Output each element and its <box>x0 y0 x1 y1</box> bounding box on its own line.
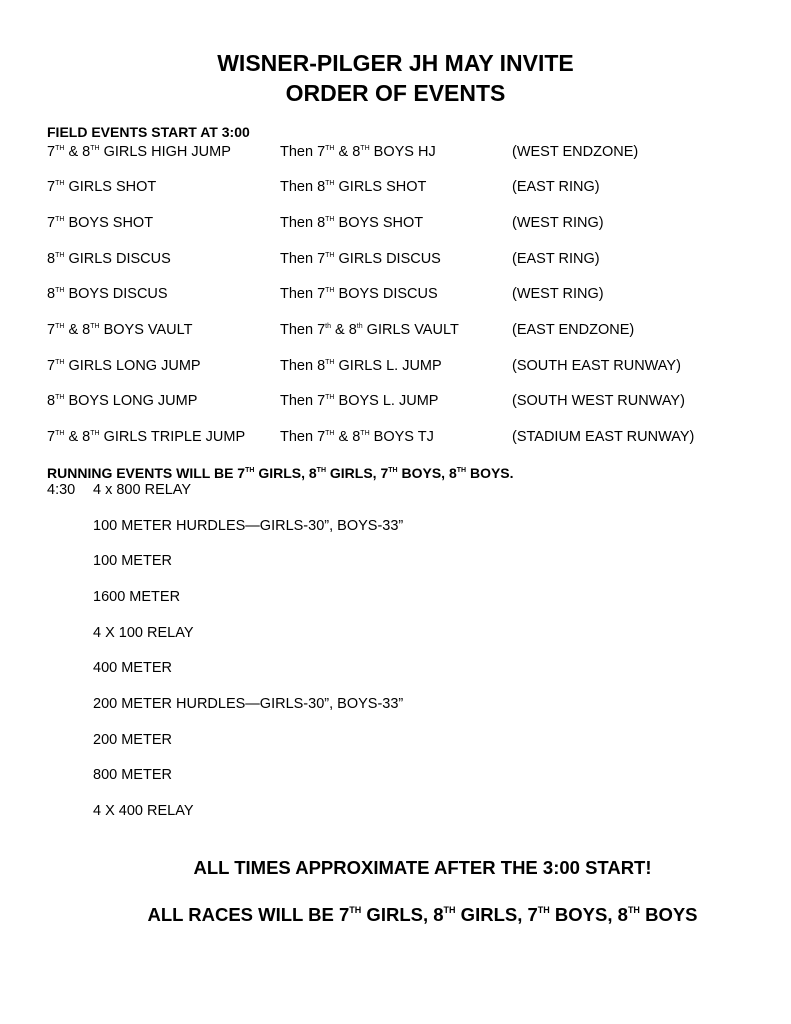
ordinal-suffix: TH <box>325 430 335 437</box>
field-event-name: 7TH GIRLS SHOT <box>47 179 157 195</box>
field-events-heading: FIELD EVENTS START AT 3:00 <box>47 124 250 140</box>
field-event-name: 8TH BOYS LONG JUMP <box>47 393 198 409</box>
ordinal-suffix: TH <box>627 905 640 915</box>
field-event-then: Then 7TH & 8TH BOYS HJ <box>280 144 436 160</box>
ordinal-suffix: TH <box>325 287 335 294</box>
field-event-row <box>0 427 791 447</box>
field-event-location: (SOUTH EAST RUNWAY) <box>512 358 681 374</box>
field-event-name: 8TH BOYS DISCUS <box>47 286 168 302</box>
ordinal-suffix: TH <box>55 287 65 294</box>
field-event-then: Then 7th & 8th GIRLS VAULT <box>280 322 459 338</box>
field-event-row <box>0 320 791 340</box>
page-title: WISNER-PILGER JH MAY INVITE <box>217 50 574 76</box>
running-event-item: 200 METER <box>93 732 172 748</box>
field-event-row <box>0 177 791 197</box>
field-event-then: Then 7TH BOYS DISCUS <box>280 286 438 302</box>
field-event-row <box>0 249 791 269</box>
running-event-item: 100 METER <box>93 553 172 569</box>
field-event-location: (EAST RING) <box>512 251 600 267</box>
ordinal-suffix: th <box>356 323 363 330</box>
ordinal-suffix: TH <box>55 359 65 366</box>
ordinal-suffix: TH <box>325 180 335 187</box>
field-event-location: (WEST RING) <box>512 286 604 302</box>
ordinal-suffix: TH <box>537 905 550 915</box>
field-event-name: 7TH GIRLS LONG JUMP <box>47 358 201 374</box>
page-subtitle: ORDER OF EVENTS <box>285 80 506 106</box>
ordinal-suffix: TH <box>316 467 327 474</box>
field-event-row <box>0 284 791 304</box>
field-event-then: Then 8TH GIRLS L. JUMP <box>280 358 442 374</box>
field-event-name: 7TH BOYS SHOT <box>47 215 154 231</box>
field-event-location: (WEST RING) <box>512 215 604 231</box>
field-event-row <box>0 142 791 162</box>
running-events-heading: RUNNING EVENTS WILL BE 7TH GIRLS, 8TH GIRLS, 7TH BOYS, 8TH BOYS. <box>47 465 514 481</box>
field-event-row <box>0 356 791 376</box>
races-order-note: ALL RACES WILL BE 7TH GIRLS, 8TH GIRLS, 7TH BOYS, 8TH BOYS <box>147 904 698 925</box>
field-event-then: Then 7TH & 8TH BOYS TJ <box>280 429 434 445</box>
running-event-item: 4 x 800 RELAY <box>93 482 192 498</box>
ordinal-suffix: TH <box>388 467 398 474</box>
ordinal-suffix: TH <box>325 394 335 401</box>
field-event-location: (STADIUM EAST RUNWAY) <box>512 429 695 445</box>
field-event-location: (EAST ENDZONE) <box>512 322 635 338</box>
field-event-row <box>0 391 791 411</box>
field-event-then: Then 8TH BOYS SHOT <box>280 215 424 231</box>
field-event-name: 7TH & 8TH GIRLS HIGH JUMP <box>47 144 231 160</box>
field-event-name: 7TH & 8TH BOYS VAULT <box>47 322 193 338</box>
ordinal-suffix: TH <box>360 145 370 152</box>
ordinal-suffix: TH <box>55 180 65 187</box>
field-event-then: Then 8TH GIRLS SHOT <box>280 179 427 195</box>
ordinal-suffix: TH <box>325 145 335 152</box>
field-event-name: 7TH & 8TH GIRLS TRIPLE JUMP <box>47 429 246 445</box>
ordinal-suffix: TH <box>349 905 362 915</box>
times-approximate-note: ALL TIMES APPROXIMATE AFTER THE 3:00 START! <box>193 857 652 878</box>
running-event-item: 1600 METER <box>93 589 181 605</box>
running-start-time: 4:30 <box>47 482 76 498</box>
ordinal-suffix: TH <box>55 430 65 437</box>
field-event-name: 8TH GIRLS DISCUS <box>47 251 171 267</box>
ordinal-suffix: TH <box>325 359 335 366</box>
running-event-item: 4 X 100 RELAY <box>93 625 194 641</box>
ordinal-suffix: TH <box>245 467 255 474</box>
ordinal-suffix: TH <box>55 323 65 330</box>
ordinal-suffix: TH <box>325 252 335 259</box>
ordinal-suffix: TH <box>443 905 456 915</box>
ordinal-suffix: TH <box>55 252 65 259</box>
field-event-location: (WEST ENDZONE) <box>512 144 639 160</box>
field-event-row <box>0 213 791 233</box>
ordinal-suffix: TH <box>360 430 370 437</box>
field-event-location: (EAST RING) <box>512 179 600 195</box>
field-event-then: Then 7TH BOYS L. JUMP <box>280 393 439 409</box>
ordinal-suffix: th <box>325 323 331 330</box>
running-event-item: 400 METER <box>93 660 172 676</box>
ordinal-suffix: TH <box>325 216 335 223</box>
field-event-location: (SOUTH WEST RUNWAY) <box>512 393 685 409</box>
ordinal-suffix: TH <box>90 430 100 437</box>
running-event-item: 100 METER HURDLES—GIRLS-30”, BOYS-33” <box>93 518 404 534</box>
ordinal-suffix: TH <box>90 145 100 152</box>
ordinal-suffix: TH <box>55 394 65 401</box>
running-event-item: 800 METER <box>93 767 172 783</box>
ordinal-suffix: TH <box>55 216 65 223</box>
running-event-item: 4 X 400 RELAY <box>93 803 194 819</box>
ordinal-suffix: TH <box>90 323 100 330</box>
ordinal-suffix: TH <box>456 467 467 474</box>
field-event-then: Then 7TH GIRLS DISCUS <box>280 251 441 267</box>
ordinal-suffix: TH <box>55 145 65 152</box>
running-event-item: 200 METER HURDLES—GIRLS-30”, BOYS-33” <box>93 696 404 712</box>
